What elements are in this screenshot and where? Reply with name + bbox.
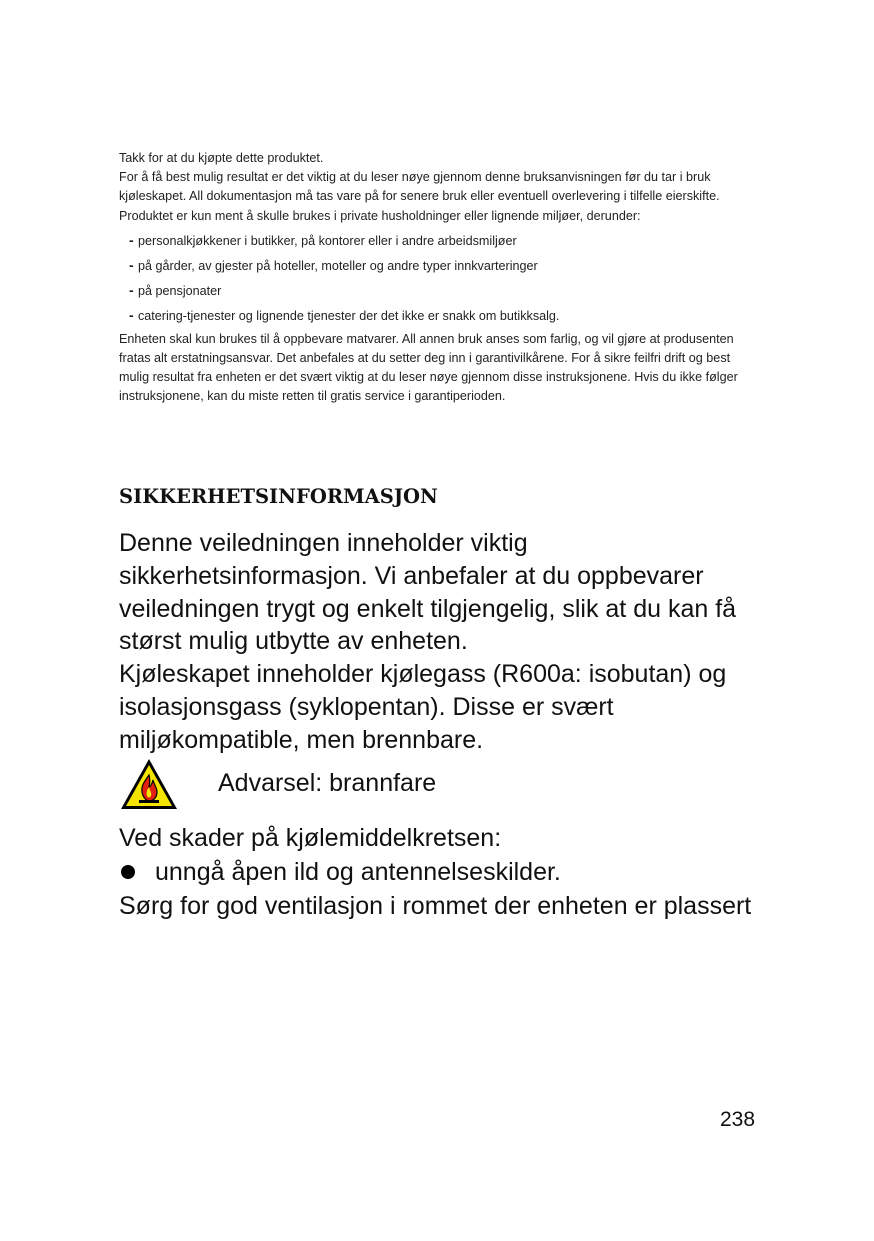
dash-icon: -	[129, 306, 134, 323]
bullet-icon	[121, 865, 135, 879]
damage-section	[119, 821, 799, 923]
list-item-text: catering-tjenester og lignende tjenester der det ikke er snakk om butikksalg.	[138, 308, 560, 323]
safety-body	[119, 527, 769, 757]
damage-title: Ved skader på kjølemiddelkretsen:	[119, 824, 502, 852]
list-item	[119, 855, 799, 889]
safety-heading: SIKKERHETSINFORMASJON	[119, 485, 438, 508]
list-item	[119, 278, 739, 303]
list-item-text: på gårder, av gjester på hoteller, moteller og andre typer innkvarteringer	[138, 258, 538, 273]
usage-list	[119, 228, 739, 328]
list-item	[119, 253, 739, 278]
intro-section	[119, 149, 739, 407]
list-item	[119, 303, 739, 328]
safety-paragraph-2: Kjøleskapet inneholder kjølegass (R600a: isobutan) og isolasjonsgass (syklopentan). Disse er svært miljøkompatible, men brennbare.	[119, 660, 727, 754]
warning-label: Advarsel: brannfare	[218, 769, 437, 797]
dash-icon: -	[129, 281, 134, 298]
intro-paragraph-1: For å få best mulig resultat er det viktig at du leser nøye gjennom denne bruksanvisningen før du tar i bruk kjøleskapet. All dokumentasjon må tas vare på for senere bruk eller eventuell overlevering i tilfelle eierskifte. Produktet er kun ment å skulle brukes i private husholdninger eller lignende miljøer, derunder:	[119, 170, 720, 223]
page-number: 238	[720, 1108, 756, 1131]
flammable-warning-icon	[119, 757, 179, 811]
dash-icon: -	[129, 256, 134, 273]
intro-thanks: Takk for at du kjøpte dette produktet.	[119, 151, 324, 165]
fire-warning	[119, 757, 769, 811]
list-item	[119, 228, 739, 253]
safety-paragraph-1: Denne veiledningen inneholder viktig sikkerhetsinformasjon. Vi anbefaler at du oppbevarer veiledningen trygt og enkelt tilgjengelig, slik at du kan få størst mulig utbytte av enheten.	[119, 529, 737, 656]
list-item-text: unngå åpen ild og antennelseskilder.	[155, 858, 561, 886]
intro-paragraph-2: Enheten skal kun brukes til å oppbevare matvarer. All annen bruk anses som farlig, og vil gjøre at produsenten fratas alt erstatningsansvar. Det anbefales at du setter deg inn i garantivilkårene. For å sikre feilfri drift og best mulig resultat fra enheten er det svært viktig at du leser nøye gjennom disse instruksjonene. Hvis du ikke følger instruksjonene, kan du miste retten til gratis service i garantiperioden.	[119, 331, 738, 404]
list-item-text: på pensjonater	[138, 283, 222, 298]
ventilation-text: Sørg for god ventilasjon i rommet der enheten er plassert	[119, 892, 752, 920]
list-item-text: personalkjøkkener i butikker, på kontorer eller i andre arbeidsmiljøer	[138, 233, 517, 248]
dash-icon: -	[129, 231, 134, 248]
